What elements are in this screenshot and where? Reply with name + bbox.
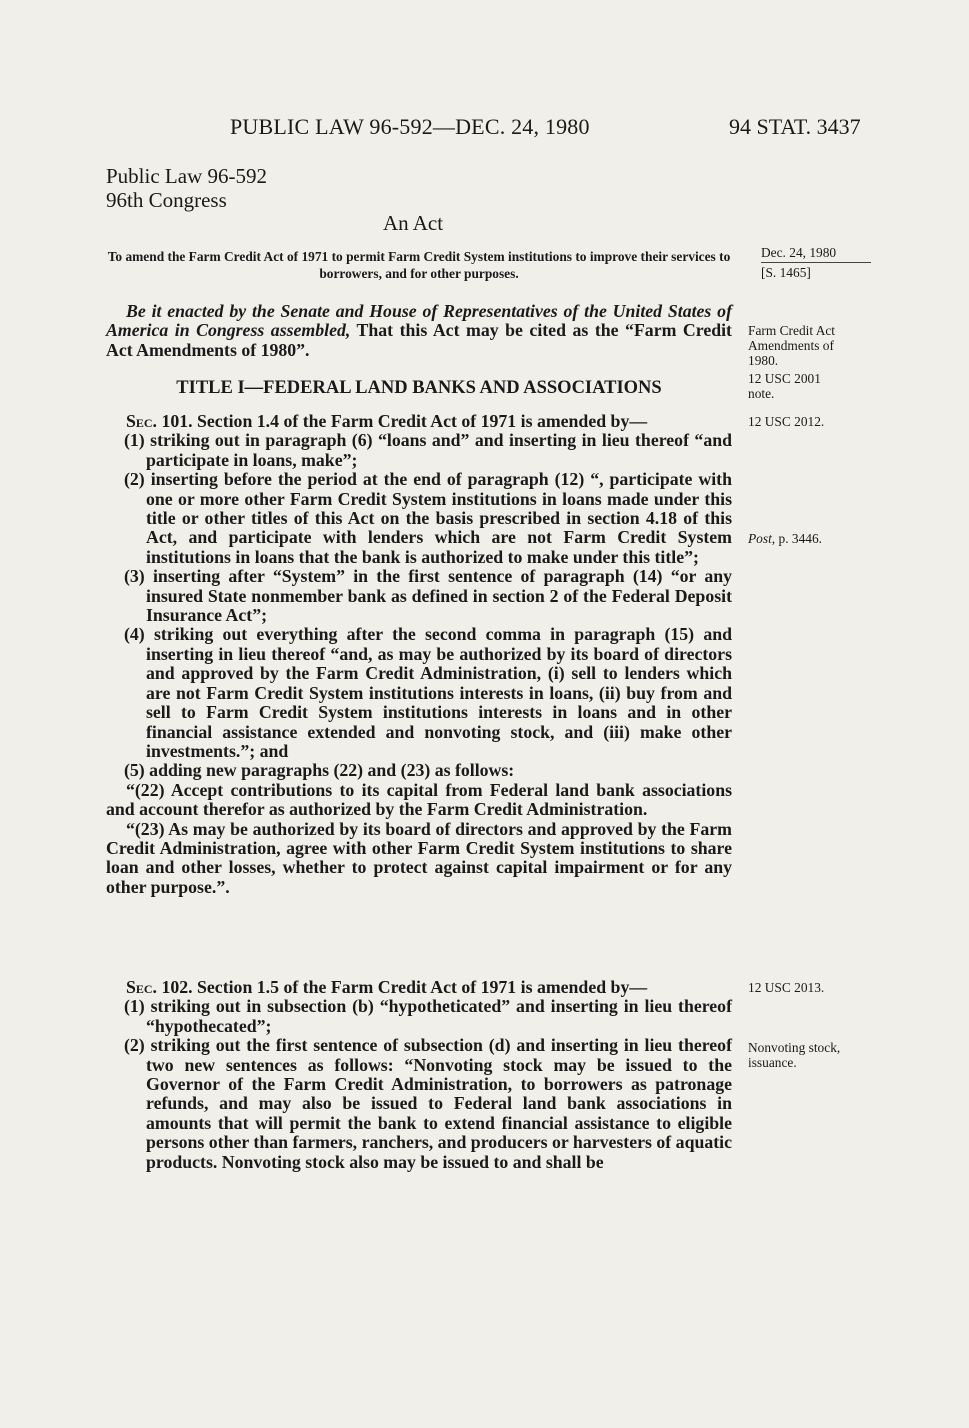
margin-nonvoting-line: issuance. [748,1055,797,1070]
enacting-clause [106,302,732,360]
paragraph-2: (2) inserting before the period at the end of paragraph (12) “, participate with one or more other Farm Credit System institutions in loans made under this title or other titles of this Act on the basis prescribed in section 4.18 of this Act, and participate with lenders which are not Farm Credit System institutions in loans that the bank is authorized to make under this title”; [124,469,732,567]
margin-nonvoting-stock [748,1040,840,1070]
margin-usc-2012: 12 USC 2012. [748,414,825,429]
act-heading: An Act [383,211,444,235]
margin-date: Dec. 24, 1980 [761,245,837,260]
section-label: Sec. 102. [126,977,193,997]
margin-short-title [748,323,835,368]
paragraph-1: (1) striking out in paragraph (6) “loans and” and inserting in lieu thereof “and participate in loans, make”; [124,430,732,470]
paragraph-5: (5) adding new paragraphs (22) and (23) as follows: [124,760,515,781]
short-title-clause: That this Act may be cited as the “Farm Credit Act Amendments of 1980”. [106,320,732,360]
congress-number: 96th Congress [106,188,227,212]
quoted-paragraph-23: “(23) As may be authorized by its board of directors and approved by the Farm Credit Administration, agree with other Farm Credit System institutions to share loan and other losses, whether to protect against capital impairment or for any other purpose.”. [106,818,732,897]
margin-usc-note-line: note. [748,386,775,401]
section-101 [106,412,732,897]
paragraph-1: (1) striking out in subsection (b) “hypotheticated” and inserting in lieu thereof “hypothecated”; [124,996,732,1036]
long-title: To amend the Farm Credit Act of 1971 to permit Farm Credit System institutions to improve their services to borrowers, and for other purposes. [107,249,731,281]
section-label: Sec. 101. [126,411,193,431]
enacting-formula: Be it enacted by the Senate and House of Representatives of the United States of America in Congress assembled, [106,301,732,341]
margin-usc-2013: 12 USC 2013. [748,980,825,995]
statute-page-reference: 94 STAT. 3437 [729,114,861,139]
section-101-intro [106,412,732,431]
title-heading: TITLE I—FEDERAL LAND BANKS AND ASSOCIATIONS [176,378,662,398]
margin-short-title-line: Farm Credit Act [748,323,836,338]
margin-post-label: Post, [748,531,776,546]
margin-post-reference [748,531,822,546]
paragraph-2: (2) striking out the first sentence of subsection (d) and inserting in lieu thereof two new sentences as follows: “Nonvoting stock may be issued to the Governor of the Farm Credit Administration, to borrowers as patronage refunds, and may also be issued to Federal land bank associations in amounts that will permit the bank to extend financial assistance to eligible persons other than farmers, ranchers, and producers or harvesters of aquatic products. Nonvoting stock also may be issued to and shall be [124,1035,732,1172]
margin-short-title-line: Amendments of [748,338,834,353]
paragraph-3: (3) inserting after “System” in the first sentence of paragraph (14) “or any insured State nonmember bank as defined in section 2 of the Federal Deposit Insurance Act”; [124,566,732,626]
section-intro-text: Section 1.4 of the Farm Credit Act of 1971 is amended by— [192,411,648,431]
paragraph-4: (4) striking out everything after the second comma in paragraph (15) and inserting in lieu thereof “and, as may be authorized by its board of directors and approved by the Farm Credit Administration, (i) sell to lenders which are not Farm Credit System institutions interests in loans, (ii) buy from and sell to Farm Credit System institutions interests in loans and in other financial assistance extended and nonvoting stock, and (iii) make other investments.”; and [124,624,732,761]
section-102 [106,978,732,1172]
section-intro-text: Section 1.5 of the Farm Credit Act of 1971 is amended by— [192,977,648,997]
quoted-paragraph-22: “(22) Accept contributions to its capital from Federal land bank associations and account therefor as authorized by the Farm Credit Administration. [106,779,732,820]
margin-usc-note [748,371,821,401]
section-102-intro [106,978,732,997]
margin-post-page: p. 3446. [775,531,823,546]
margin-short-title-line: 1980. [748,353,779,368]
margin-usc-note-line: 12 USC 2001 [748,371,821,386]
margin-nonvoting-line: Nonvoting stock, [748,1040,841,1055]
public-law-number: Public Law 96-592 [106,164,267,188]
margin-bill-number: [S. 1465] [761,262,871,280]
running-head: PUBLIC LAW 96-592—DEC. 24, 1980 [230,114,590,139]
